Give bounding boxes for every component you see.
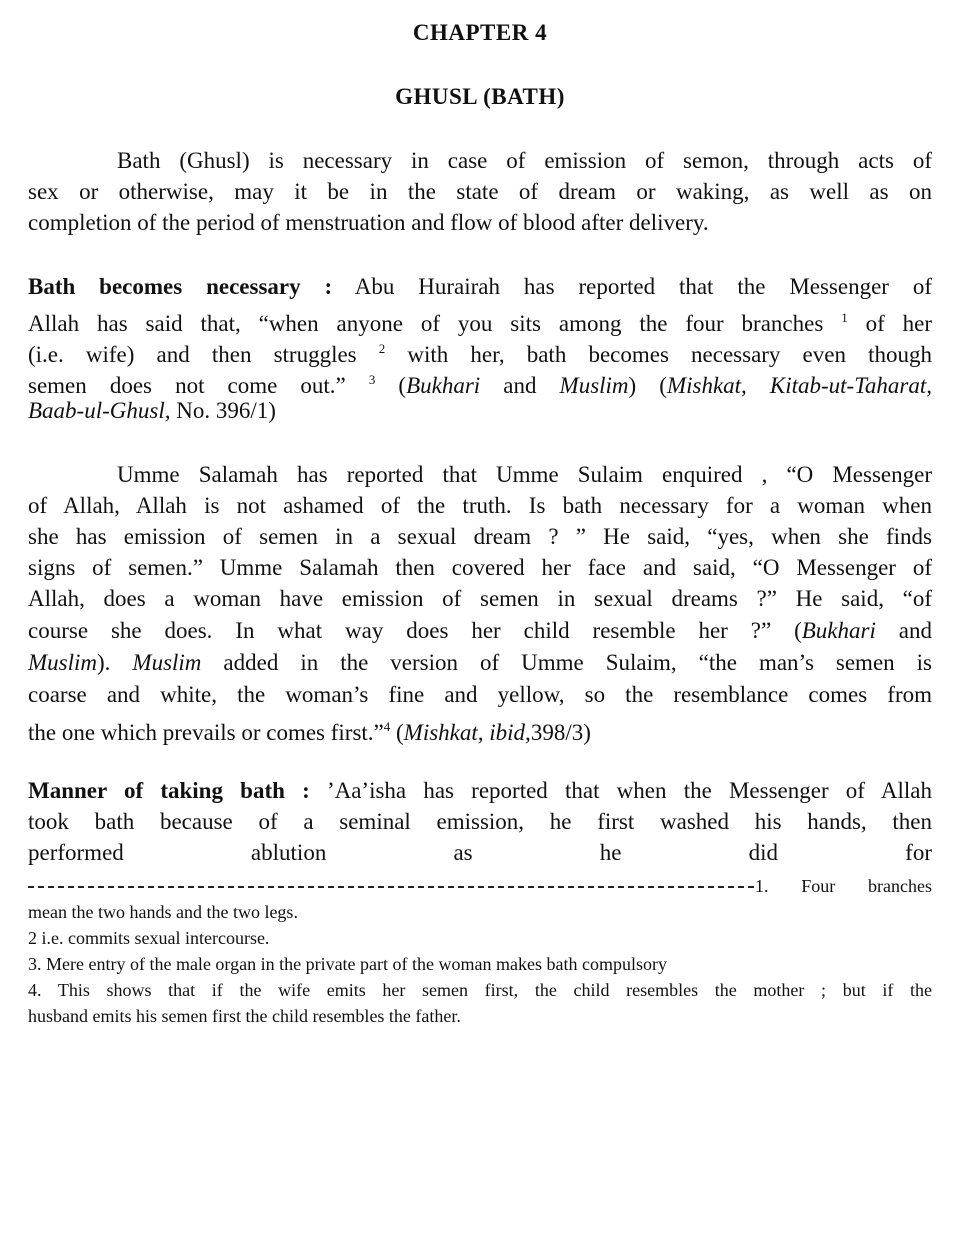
body-text: signs of semen.” Umme Salamah then covered her face and said, “O Messenger of <box>28 555 932 580</box>
body-text: performed ablution as he did for <box>28 840 932 865</box>
text-line <box>28 176 932 207</box>
footnote-separator <box>28 886 754 888</box>
body-text: Allah has said that, “when anyone of you sits among the four branches <box>28 311 842 336</box>
text-line <box>28 302 932 336</box>
body-text: of Allah, Allah is not ashamed of the truth. Is bath necessary for a woman when <box>28 493 932 518</box>
citation-text: Bukhari <box>406 373 481 398</box>
body-text: 2 i.e. commits sexual intercourse. <box>28 928 270 948</box>
footnote-reference: 4 <box>383 719 391 734</box>
citation-text: Muslim <box>132 650 202 675</box>
text-line <box>117 459 932 490</box>
text-line <box>28 1003 932 1029</box>
text-line <box>28 775 932 806</box>
body-text: ). <box>97 650 133 675</box>
text-line <box>28 271 932 302</box>
text-line <box>28 395 932 426</box>
citation-text: Muslim <box>28 650 97 675</box>
body-text: Umme Salamah has reported that Umme Sulaim enquired , “O Messenger <box>117 462 932 487</box>
chapter-heading: CHAPTER 4 <box>412 20 548 45</box>
body-text: and <box>480 373 560 398</box>
body-text: she has emission of semen in a sexual dream ? ” He said, “yes, when she finds <box>28 524 932 549</box>
citation-text: Bukhari <box>801 618 876 643</box>
text-line <box>28 711 932 745</box>
body-text: ) ( <box>628 373 667 398</box>
body-text: No. 396/1) <box>170 398 276 423</box>
text-line <box>28 806 932 837</box>
citation-text: Muslim <box>559 373 629 398</box>
citation-text: Baab-ul-Ghusl, <box>28 398 171 423</box>
body-text: ’Aa’isha has reported that when the Messenger of Allah <box>309 778 932 803</box>
text-line <box>28 615 932 646</box>
text-line <box>28 583 932 614</box>
body-text: with her, bath becomes necessary even though <box>385 342 932 367</box>
text-line <box>28 951 932 977</box>
body-text: ( <box>390 720 404 745</box>
text-line <box>28 490 932 521</box>
text-line <box>755 873 932 899</box>
text-line <box>28 899 932 925</box>
body-text: Allah, does a woman have emission of semen in sexual dreams ?” He said, “of <box>28 586 932 611</box>
text-line <box>28 837 932 868</box>
citation-text: Mishkat, Kitab-ut-Taharat, <box>666 373 932 398</box>
body-text: of her <box>847 311 932 336</box>
body-text: 398/3) <box>530 720 591 745</box>
section-label: Manner of taking bath : <box>28 778 310 803</box>
body-text: (i.e. wife) and then struggles <box>28 342 379 367</box>
footnote-reference: 3 <box>368 372 376 387</box>
body-text: mean the two hands and the two legs. <box>28 902 298 922</box>
body-text: Abu Hurairah has reported that the Messenger of <box>332 274 932 299</box>
text-line <box>28 207 932 238</box>
footnote-reference: 1 <box>841 310 848 325</box>
chapter-title: GHUSL (BATH) <box>395 84 565 109</box>
footnote-reference: 2 <box>378 341 386 356</box>
body-text: and <box>875 618 932 643</box>
text-line <box>28 552 932 583</box>
body-text: coarse and white, the woman’s fine and yellow, so the resemblance comes from <box>28 682 932 707</box>
body-text: husband emits his semen first the child resembles the father. <box>28 1006 461 1026</box>
text-line <box>28 333 932 367</box>
text-line <box>117 145 932 176</box>
body-text: Bath (Ghusl) is necessary in case of emission of semon, through acts of <box>117 148 932 173</box>
body-text: added in the version of Umme Sulaim, “the man’s semen is <box>201 650 932 675</box>
text-line <box>28 679 932 710</box>
body-text: 1. Four branches <box>755 876 932 896</box>
body-text: 3. Mere entry of the male organ in the private part of the woman makes bath compulsory <box>28 954 667 974</box>
body-text: sex or otherwise, may it be in the state of dream or waking, as well as on <box>28 179 932 204</box>
body-text: the one which prevails or comes first.” <box>28 720 384 745</box>
text-line <box>28 364 932 398</box>
body-text: 4. This shows that if the wife emits her semen first, the child resembles the mother ; but if the <box>28 980 932 1000</box>
body-text: course she does. In what way does her child resemble her ?” ( <box>28 618 802 643</box>
text-line <box>28 925 932 951</box>
text-line <box>28 647 932 678</box>
body-text: ( <box>375 373 407 398</box>
body-text: completion of the period of menstruation and flow of blood after delivery. <box>28 210 709 235</box>
text-line <box>28 977 932 1003</box>
citation-text: Mishkat, ibid, <box>403 720 531 745</box>
section-label: Bath becomes necessary : <box>28 274 333 299</box>
body-text: took bath because of a seminal emission, he first washed his hands, then <box>28 809 932 834</box>
body-text: semen does not come out.” <box>28 373 369 398</box>
text-line <box>28 521 932 552</box>
